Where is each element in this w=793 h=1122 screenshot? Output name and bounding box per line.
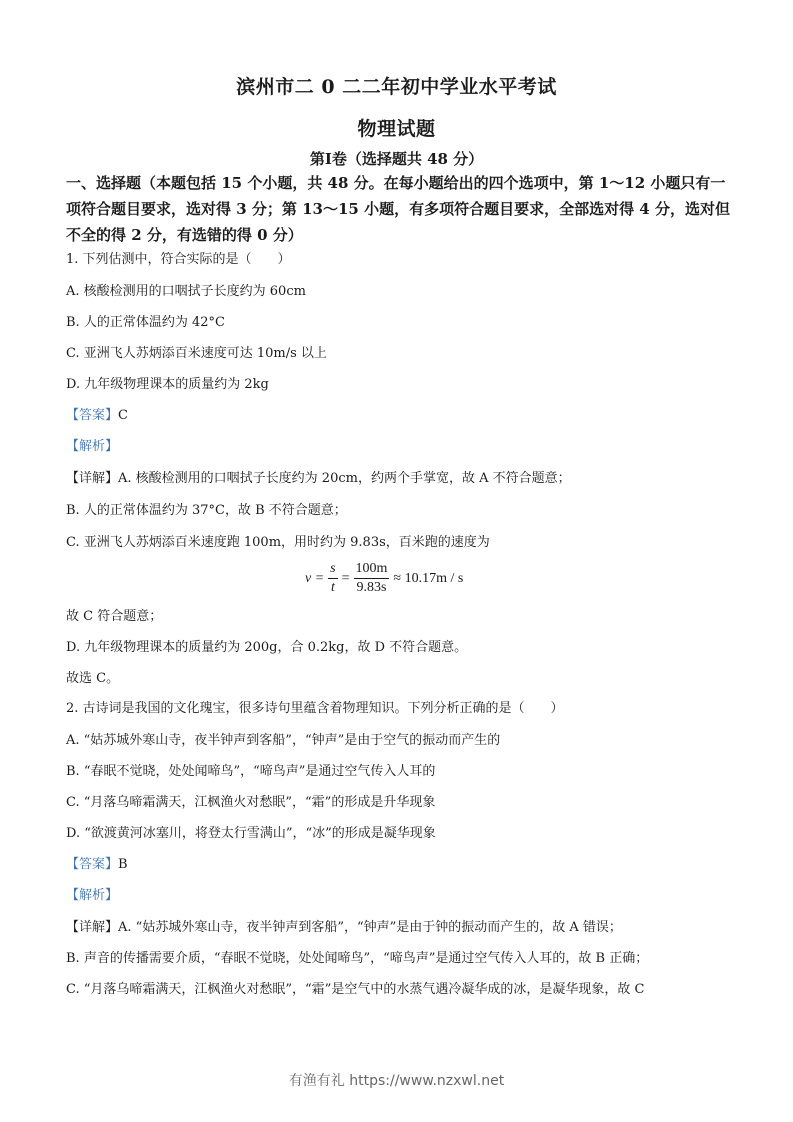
q1-final-choice: 故选 C。	[66, 671, 120, 686]
analysis-label: 【解析】	[66, 888, 119, 903]
analysis-label: 【解析】	[66, 439, 119, 454]
q2-option-c: C. “月落乌啼霜满天，江枫渔火对愁眠”，“霜”的形成是升华现象	[66, 795, 436, 810]
q2-stem: 2. 古诗词是我国的文化瑰宝，很多诗句里蕴含着物理知识。下列分析正确的是（ ）	[66, 701, 564, 716]
fraction-s-t: $\frac{s}{t}$	[330, 561, 336, 595]
exam-subtitle: 物理试题	[357, 118, 436, 140]
q1-answer-value: C	[118, 408, 128, 423]
q1-option-d: D. 九年级物理课本的质量约为 2kg	[66, 377, 269, 392]
q1-conclusion-c: 故 C 符合题意；	[66, 609, 163, 624]
detail-label: 【详解】	[66, 920, 119, 935]
q2-analysis-label	[66, 884, 118, 903]
volume-heading: 第Ⅰ卷（选择题共 48 分）	[309, 150, 484, 168]
q1-answer	[66, 404, 128, 423]
exam-title: 滨州市二 0 二二年初中学业水平考试	[236, 76, 557, 98]
answer-label: 【答案】	[66, 408, 119, 423]
section-instructions: 一、选择题（本题包括 15 个小题，共 48 分。在每小题给出的四个选项中，第 1～12 小题只有一项符合题目要求，选对得 3 分；第 13～15 小题，有多项符合题目要求，全部选对得 4 分，选对但不全的得 2 分，有选错的得 0 分）	[66, 174, 730, 244]
q1-detail-b: B. 人的正常体温约为 37°C，故 B 不符合题意；	[66, 503, 347, 518]
q2-detail-a: 【详解】A. “姑苏城外寒山寺，夜半钟声到客船”，“钟声”是由于钟的振动而产生的，故 A 错误；	[66, 920, 622, 935]
q1-analysis-label	[66, 435, 118, 454]
speed-formula: v = $\frac{s}{t}$ = $\frac{100m}{9.83s}$ ≈ 10.17m / s	[305, 561, 464, 595]
q1-detail-d: D. 九年级物理课本的质量约为 200g，合 0.2kg，故 D 不符合题意。	[66, 640, 468, 655]
q1-option-b: B. 人的正常体温约为 42°C	[66, 315, 225, 330]
q2-answer-value: B	[118, 857, 128, 872]
fraction-values: $\frac{100m}{9.83s}$	[355, 561, 388, 595]
detail-label: 【详解】	[66, 471, 119, 486]
q2-option-a: A. “姑苏城外寒山寺，夜半钟声到客船”，“钟声”是由于空气的振动而产生的	[66, 733, 501, 748]
q2-option-b: B. “春眠不觉晓，处处闻啼鸟”，“啼鸟声”是通过空气传入人耳的	[66, 764, 436, 779]
q2-option-d: D. “欲渡黄河冰塞川，将登太行雪满山”，“冰”的形成是凝华现象	[66, 826, 436, 841]
q2-detail-c: C. “月落乌啼霜满天，江枫渔火对愁眠”，“霜”是空气中的水蒸气遇冷凝华成的冰，是凝华现象，故 C	[66, 982, 645, 997]
footer-watermark: 有渔有礼 https://www.nzxwl.net	[288, 1073, 505, 1089]
q2-answer	[66, 853, 128, 872]
q1-option-a: A. 核酸检测用的口咽拭子长度约为 60cm	[66, 284, 306, 299]
q1-option-c: C. 亚洲飞人苏炳添百米速度可达 10m/s 以上	[66, 346, 327, 361]
q2-detail-b: B. 声音的传播需要介质，“春眠不觉晓，处处闻啼鸟”，“啼鸟声”是通过空气传入人耳的，故 B 正确；	[66, 951, 649, 966]
answer-label: 【答案】	[66, 857, 119, 872]
q1-stem: 1. 下列估测中，符合实际的是（ ）	[66, 252, 291, 267]
q1-detail-c: C. 亚洲飞人苏炳添百米速度跑 100m，用时约为 9.83s，百米跑的速度为	[66, 535, 490, 550]
q1-detail-a: 【详解】A. 核酸检测用的口咽拭子长度约为 20cm，约两个手掌宽，故 A 不符合题意；	[66, 471, 571, 486]
